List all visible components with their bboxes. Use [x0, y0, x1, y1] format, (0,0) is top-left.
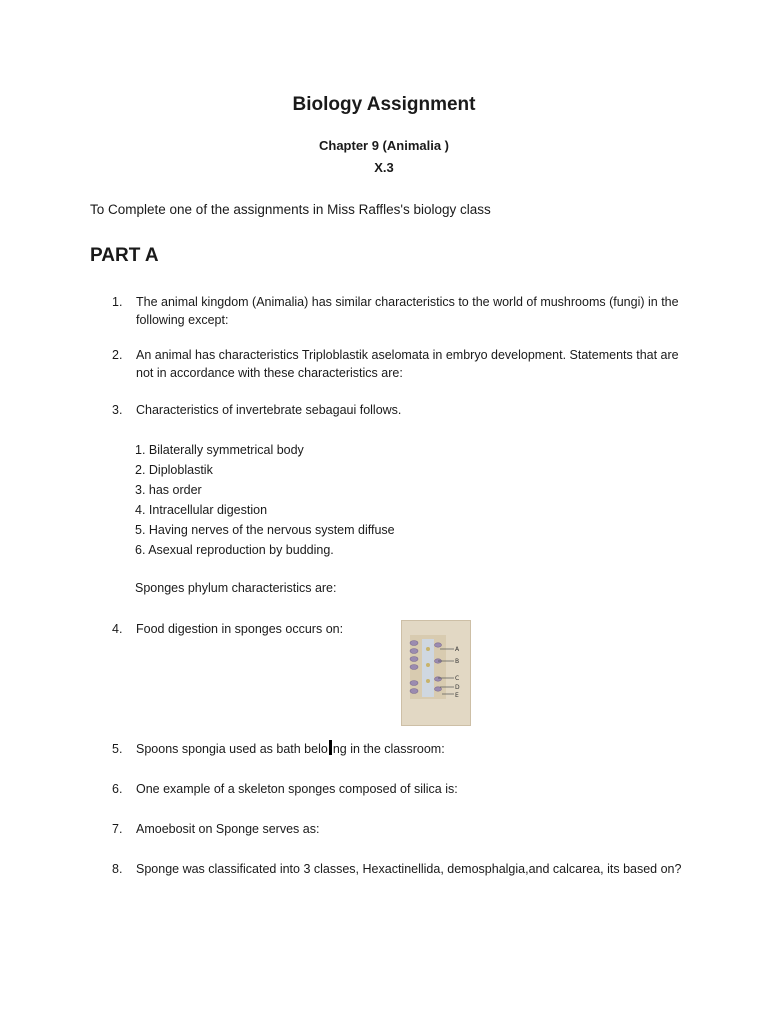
- question-number: 3.: [112, 403, 123, 417]
- question-text: One example of a skeleton sponges composed of silica is:: [136, 782, 458, 796]
- question-number: 4.: [112, 622, 123, 636]
- chapter-subtitle: Chapter 9 (Animalia ): [318, 138, 450, 153]
- text-cursor: [329, 740, 332, 755]
- question-1: [112, 293, 692, 329]
- question-3: [112, 401, 692, 419]
- figure-label-c: C: [455, 675, 460, 682]
- question-number: 2.: [112, 348, 123, 362]
- list-item: 4. Intracellular digestion: [135, 503, 268, 517]
- question-number: 5.: [112, 742, 123, 756]
- question-text: Amoebosit on Sponge serves as:: [136, 822, 320, 836]
- list-item: 1. Bilaterally symmetrical body: [135, 443, 304, 457]
- sponges-line: Sponges phylum characteristics are:: [135, 581, 337, 595]
- list-item: 5. Having nerves of the nervous system diffuse: [135, 523, 395, 537]
- question-text: An animal has characteristics Triploblastik aselomata in embryo development. Statements that are not in accordance with these characteristics are:: [136, 348, 679, 380]
- question-5: [112, 740, 692, 758]
- question-2: [112, 346, 692, 382]
- characteristics-list: [135, 440, 395, 560]
- question-text-part: ng in the classroom:: [332, 742, 445, 756]
- list-item: 3. has order: [135, 483, 202, 497]
- question-text: Food digestion in sponges occurs on:: [136, 622, 344, 636]
- question-number: 6.: [112, 782, 123, 796]
- question-text: The animal kingdom (Animalia) has similar characteristics to the world of mushrooms (fungi) in the following except:: [136, 295, 679, 327]
- question-text-part: Spoons spongia used as bath belo: [136, 742, 328, 756]
- figure-label-b: B: [455, 658, 460, 665]
- intro-text: To Complete one of the assignments in Miss Raffles's biology class: [90, 202, 491, 217]
- question-text: Sponge was classificated into 3 classes, Hexactinellida, demosphalgia,and calcarea, its based on?: [136, 862, 682, 876]
- list-item: 6. Asexual reproduction by budding.: [135, 543, 334, 557]
- question-7: [112, 820, 692, 838]
- question-number: 1.: [112, 295, 123, 309]
- part-heading: PART A: [90, 245, 159, 266]
- question-text: Characteristics of invertebrate sebagaui follows.: [136, 403, 402, 417]
- figure-label-d: D: [455, 684, 460, 691]
- class-subtitle: X.3: [374, 160, 394, 175]
- sponge-diagram-icon: [402, 621, 470, 725]
- question-text: [136, 740, 692, 758]
- figure-label-a: A: [455, 646, 460, 653]
- figure-label-e: E: [455, 692, 459, 699]
- list-item: 2. Diploblastik: [135, 463, 213, 477]
- question-8: [112, 860, 692, 878]
- question-number: 8.: [112, 862, 123, 876]
- sponge-figure: [401, 620, 471, 726]
- question-number: 7.: [112, 822, 123, 836]
- document-title: Biology Assignment: [292, 94, 476, 115]
- question-6: [112, 780, 692, 798]
